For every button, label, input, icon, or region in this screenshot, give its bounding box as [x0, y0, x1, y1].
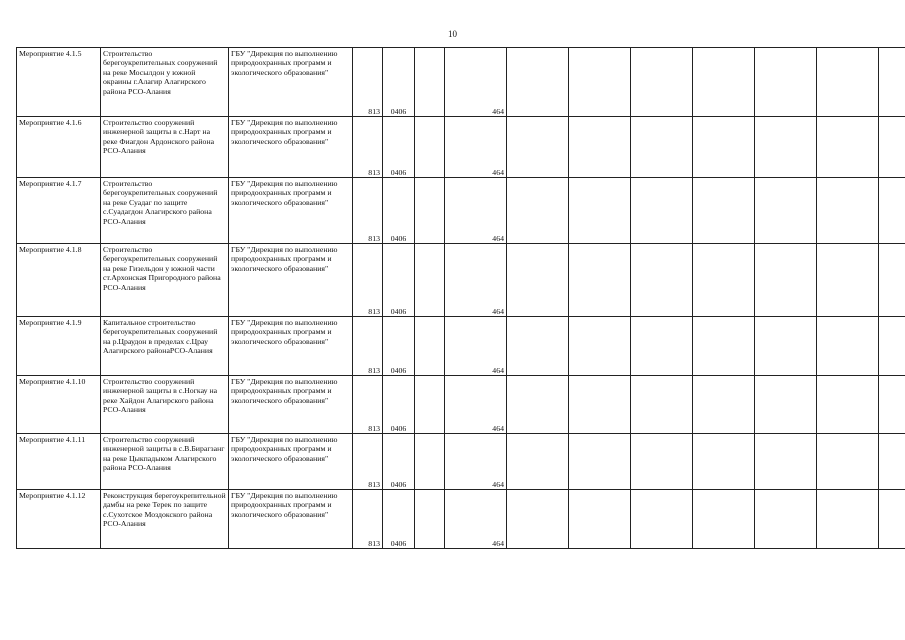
csr-code-cell — [415, 117, 445, 178]
activity-label: Мероприятие 4.1.12 — [17, 490, 101, 549]
activity-description: Строительство сооружений инженерной защиты в с.В.Бирагзанг на реке Цыкпадыком Алагирского района РСО-Алания — [101, 434, 229, 490]
value-cell — [631, 244, 693, 317]
table-row — [17, 376, 905, 434]
value-cell — [693, 117, 755, 178]
table-row — [17, 178, 905, 244]
value-cell — [631, 48, 693, 117]
vr-code: 464 — [445, 117, 507, 178]
activity-description: Строительство берегоукрепительных сооружений на реке Мосылдон у южной окраины г.Алагир Алагирского района РСО-Алания — [101, 48, 229, 117]
value-cell — [817, 117, 879, 178]
csr-code-cell — [415, 376, 445, 434]
rzpr-code: 0406 — [383, 48, 415, 117]
value-cell — [507, 434, 569, 490]
value-cell — [631, 178, 693, 244]
value-cell — [507, 244, 569, 317]
activity-executor: ГБУ "Дирекция по выполнению природоохранных программ и экологического образования" — [229, 317, 353, 376]
vr-code: 464 — [445, 244, 507, 317]
value-cell — [817, 317, 879, 376]
vr-code: 464 — [445, 490, 507, 549]
value-cell — [693, 48, 755, 117]
grbs-code: 813 — [353, 434, 383, 490]
value-cell — [879, 244, 905, 317]
rzpr-code: 0406 — [383, 434, 415, 490]
vr-code: 464 — [445, 178, 507, 244]
rzpr-code: 0406 — [383, 317, 415, 376]
value-cell — [693, 178, 755, 244]
table-row — [17, 490, 905, 549]
value-cell — [879, 490, 905, 549]
value-cell — [817, 178, 879, 244]
value-cell — [817, 376, 879, 434]
value-cell — [879, 376, 905, 434]
value-cell — [507, 490, 569, 549]
value-cell — [631, 434, 693, 490]
activity-executor: ГБУ "Дирекция по выполнению природоохранных программ и экологического образования" — [229, 48, 353, 117]
grbs-code: 813 — [353, 244, 383, 317]
value-cell — [507, 376, 569, 434]
activity-description: Строительство берегоукрепительных сооружений на реке Гизельдон у южной части ст.Архонская Пригородного района РСО-Алания — [101, 244, 229, 317]
value-cell — [693, 317, 755, 376]
value-cell — [693, 376, 755, 434]
value-cell — [879, 178, 905, 244]
activity-executor: ГБУ "Дирекция по выполнению природоохранных программ и экологического образования" — [229, 244, 353, 317]
activity-label: Мероприятие 4.1.9 — [17, 317, 101, 376]
value-cell — [507, 48, 569, 117]
activity-executor: ГБУ "Дирекция по выполнению природоохранных программ и экологического образования" — [229, 376, 353, 434]
value-cell — [755, 117, 817, 178]
value-cell — [755, 48, 817, 117]
activity-label: Мероприятие 4.1.10 — [17, 376, 101, 434]
value-cell — [817, 434, 879, 490]
value-cell — [817, 244, 879, 317]
value-cell — [879, 317, 905, 376]
grbs-code: 813 — [353, 178, 383, 244]
csr-code-cell — [415, 317, 445, 376]
activity-executor: ГБУ "Дирекция по выполнению природоохранных программ и экологического образования" — [229, 178, 353, 244]
activity-description: Капитальное строительство берегоукрепительных сооружений на р.Цраудон в пределах с.Црау Алагирского районаРСО-Алания — [101, 317, 229, 376]
table-row — [17, 48, 905, 117]
value-cell — [569, 317, 631, 376]
table-row — [17, 244, 905, 317]
vr-code: 464 — [445, 48, 507, 117]
value-cell — [879, 48, 905, 117]
rzpr-code: 0406 — [383, 490, 415, 549]
table-row — [17, 117, 905, 178]
value-cell — [569, 178, 631, 244]
value-cell — [507, 317, 569, 376]
grbs-code: 813 — [353, 117, 383, 178]
grbs-code: 813 — [353, 317, 383, 376]
value-cell — [755, 434, 817, 490]
value-cell — [569, 244, 631, 317]
value-cell — [507, 117, 569, 178]
activity-label: Мероприятие 4.1.11 — [17, 434, 101, 490]
value-cell — [755, 376, 817, 434]
activity-label: Мероприятие 4.1.5 — [17, 48, 101, 117]
program-activities-table — [16, 47, 905, 549]
value-cell — [879, 117, 905, 178]
activity-label: Мероприятие 4.1.6 — [17, 117, 101, 178]
value-cell — [693, 434, 755, 490]
grbs-code: 813 — [353, 490, 383, 549]
value-cell — [879, 434, 905, 490]
activity-label: Мероприятие 4.1.8 — [17, 244, 101, 317]
csr-code-cell — [415, 434, 445, 490]
grbs-code: 813 — [353, 48, 383, 117]
csr-code-cell — [415, 490, 445, 549]
activity-executor: ГБУ "Дирекция по выполнению природоохранных программ и экологического образования" — [229, 434, 353, 490]
csr-code-cell — [415, 244, 445, 317]
value-cell — [569, 490, 631, 549]
grbs-code: 813 — [353, 376, 383, 434]
activity-description: Строительство сооружений инженерной защиты в с.Нарт на реке Фиагдон Ардонского района РСО-Алания — [101, 117, 229, 178]
value-cell — [755, 244, 817, 317]
activity-description: Строительство сооружений инженерной защиты в с.Ногкау на реке Хайдон Алагирского района РСО-Алания — [101, 376, 229, 434]
value-cell — [817, 490, 879, 549]
activity-description: Строительство берегоукрепительных сооружений на реке Суадаг по защите с.Суадагдон Алагирского района РСО-Алания — [101, 178, 229, 244]
value-cell — [507, 178, 569, 244]
value-cell — [755, 178, 817, 244]
vr-code: 464 — [445, 434, 507, 490]
activity-label: Мероприятие 4.1.7 — [17, 178, 101, 244]
rzpr-code: 0406 — [383, 178, 415, 244]
value-cell — [569, 434, 631, 490]
value-cell — [569, 48, 631, 117]
value-cell — [631, 117, 693, 178]
value-cell — [693, 244, 755, 317]
value-cell — [569, 376, 631, 434]
value-cell — [755, 317, 817, 376]
rzpr-code: 0406 — [383, 244, 415, 317]
value-cell — [631, 490, 693, 549]
activity-executor: ГБУ "Дирекция по выполнению природоохранных программ и экологического образования" — [229, 490, 353, 549]
activity-executor: ГБУ "Дирекция по выполнению природоохранных программ и экологического образования" — [229, 117, 353, 178]
value-cell — [631, 317, 693, 376]
csr-code-cell — [415, 178, 445, 244]
table-row — [17, 317, 905, 376]
rzpr-code: 0406 — [383, 117, 415, 178]
value-cell — [817, 48, 879, 117]
activity-description: Реконструкция берегоукрепительной дамбы на реке Терек по защите с.Сухотское Моздокского района РСО-Алания — [101, 490, 229, 549]
value-cell — [569, 117, 631, 178]
rzpr-code: 0406 — [383, 376, 415, 434]
vr-code: 464 — [445, 376, 507, 434]
value-cell — [755, 490, 817, 549]
value-cell — [693, 490, 755, 549]
page-number: 10 — [448, 29, 457, 39]
vr-code: 464 — [445, 317, 507, 376]
csr-code-cell — [415, 48, 445, 117]
table-row — [17, 434, 905, 490]
value-cell — [631, 376, 693, 434]
